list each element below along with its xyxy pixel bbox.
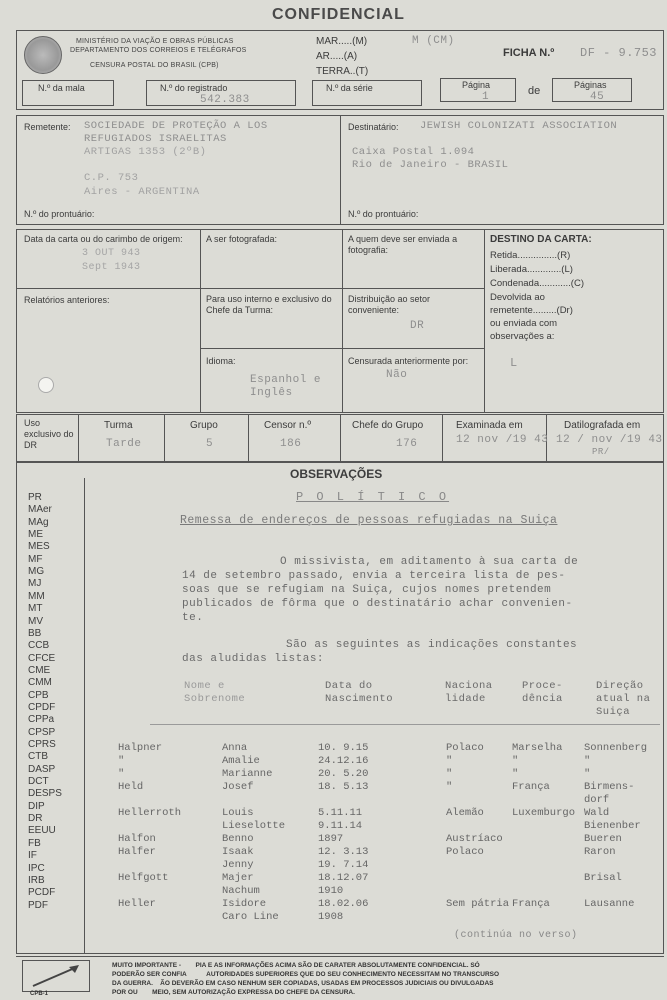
cell-nome: Louis — [222, 807, 254, 819]
cell-nacionalidade: Alemão — [446, 807, 484, 819]
distribution-code: CCB — [28, 640, 50, 652]
cell-sobrenome: Held — [118, 781, 144, 793]
ficha-value: DF - 9.753 — [580, 46, 658, 60]
cell-direcao: dorf — [584, 794, 610, 806]
th-nac-1: Naciona — [445, 680, 493, 692]
distribution-code: MF — [28, 553, 43, 565]
cell-sobrenome: Halfer — [118, 846, 156, 858]
distribution-code: IPC — [28, 862, 45, 874]
cell-nacionalidade: Sem pátria — [446, 898, 510, 910]
cell-direcao: " — [584, 755, 591, 767]
cell-nacionalidade: Polaco — [446, 742, 484, 754]
distribution-code: CPB — [28, 689, 49, 701]
cell-nacionalidade: Polaco — [446, 846, 484, 858]
cell-data: 19. 7.14 — [318, 859, 369, 871]
cell-procedencia: Marselha — [512, 742, 563, 754]
distribution-code: CPDF — [28, 701, 56, 713]
distribution-code: CFCE — [28, 652, 56, 664]
th-nome-1: Nome e — [184, 680, 225, 692]
paginas-value: 45 — [590, 91, 605, 103]
para1-line-3: soas que se refugiam na Suiça, cujos nomes pretendem — [182, 584, 552, 596]
censor-label: Censor n.º — [264, 420, 312, 431]
arrow-icon — [23, 961, 89, 991]
distribution-code: MG — [28, 566, 45, 578]
examinada-value: 12 nov /19 43 — [456, 434, 549, 446]
cell-sobrenome: Hellerroth — [118, 807, 182, 819]
cell-sobrenome: " — [118, 768, 125, 780]
distribution-code: CMM — [28, 677, 52, 689]
distribuicao-value: DR — [410, 320, 425, 332]
ministry-line3: CENSURA POSTAL DO BRASIL (CPB) — [90, 62, 219, 69]
cell-data: 5.11.11 — [318, 807, 363, 819]
distribution-code: PCDF — [28, 887, 56, 899]
distribution-code: DASP — [28, 763, 56, 775]
cell-direcao: Raron — [584, 846, 616, 858]
th-proc-1: Proce- — [522, 680, 563, 692]
cell-nome: Caro Line — [222, 911, 279, 923]
distribution-code: ME — [28, 529, 43, 541]
de-label: de — [528, 85, 541, 97]
ar-label: AR.....(A) — [316, 51, 358, 62]
remetente-line-4: C.P. 753 — [84, 172, 139, 184]
serie-label: N.º da série — [326, 83, 373, 93]
distribution-code: CME — [28, 664, 51, 676]
prontuario-left-label: N.º do prontuário: — [24, 209, 95, 219]
grupo-label: Grupo — [190, 420, 218, 431]
cell-direcao: Sonnenberg — [584, 742, 648, 754]
cell-data: 18. 5.13 — [318, 781, 369, 793]
cell-direcao: Brisal — [584, 872, 622, 884]
cell-direcao: Wald — [584, 807, 610, 819]
data-carta-value-1: 3 OUT 943 — [82, 248, 141, 259]
destinatario-label: Destinatário: — [348, 122, 399, 132]
cell-data: 12. 3.13 — [318, 846, 369, 858]
para2-line-2: das aludidas listas: — [182, 653, 325, 665]
datilografada-extra: PR/ — [592, 447, 610, 457]
remetente-label: Remetente: — [24, 122, 71, 132]
th-dir-2: atual na — [596, 693, 651, 705]
censurada-value: Não — [386, 369, 408, 381]
distribution-code: DCT — [28, 776, 49, 788]
destino-item-5: remetente.........(Dr) — [490, 305, 573, 316]
cell-direcao: Birmens- — [584, 781, 635, 793]
prontuario-right-label: N.º do prontuário: — [348, 209, 419, 219]
pagina-label: Página — [462, 80, 491, 90]
cell-procedencia: França — [512, 898, 550, 910]
destino-item-6: ou enviada com — [490, 318, 558, 329]
cell-data: 1910 — [318, 885, 344, 897]
cell-procedencia: Luxemburgo — [512, 807, 576, 819]
destino-title: DESTINO DA CARTA: — [490, 234, 592, 245]
cell-data: 20. 5.20 — [318, 768, 369, 780]
cell-nome: Marianne — [222, 768, 273, 780]
ministry-line1: MINISTÉRIO DA VIAÇÃO E OBRAS PÚBLICAS — [76, 38, 234, 45]
distribution-code: MV — [28, 615, 43, 627]
th-dir-3: Suiça — [596, 706, 631, 718]
cell-nacionalidade: " — [446, 755, 453, 767]
mala-label: N.º da mala — [38, 83, 85, 93]
terra-label: TERRA..(T) — [316, 66, 369, 77]
cell-direcao: Bienenber — [584, 820, 641, 832]
distribution-code: MJ — [28, 578, 42, 590]
censurada-label: Censurada anteriormente por: — [348, 356, 469, 366]
cell-nacionalidade: Austríaco — [446, 833, 503, 845]
cell-nome: Isidore — [222, 898, 267, 910]
registrado-label: N.º do registrado — [160, 83, 228, 93]
cell-nome: Amalie — [222, 755, 260, 767]
distribution-code: DESPS — [28, 788, 62, 800]
cell-nome: Benno — [222, 833, 254, 845]
destino-value: L — [510, 356, 518, 370]
destino-item-1: Retida...............(R) — [490, 250, 571, 261]
distribution-code: MAg — [28, 516, 49, 528]
uso-label: Para uso interno e exclusivo do Chefe da Turma: — [206, 294, 332, 315]
obs-heading: P O L Í T I C O — [296, 490, 450, 504]
cell-data: 24.12.16 — [318, 755, 369, 767]
cell-data: 1897 — [318, 833, 344, 845]
datilografada-value: 12 / nov /19 43 — [556, 434, 663, 446]
distribution-code: DR — [28, 813, 43, 825]
form-code: CPB-1 — [30, 991, 49, 997]
cell-data: 1908 — [318, 911, 344, 923]
confidencial-title: CONFIDENCIAL — [272, 6, 405, 23]
footer-line-1: MUITO IMPORTANTE - PIA E AS INFORMAÇÕES ACIMA SÃO DE CARATER ABSOLUTAMENTE CONFIDENCIAL. SÓ — [112, 962, 480, 969]
coat-of-arms-icon — [24, 36, 62, 74]
destinatario-line-1: JEWISH COLONIZATI ASSOCIATION — [420, 120, 618, 132]
turma-label: Turma — [104, 420, 133, 431]
cell-nome: Josef — [222, 781, 254, 793]
distribution-code: MES — [28, 541, 50, 553]
idioma-value-1: Espanhol e — [250, 374, 322, 386]
distribution-code: BB — [28, 627, 42, 639]
destinatario-line-3: Rio de Janeiro - BRASIL — [352, 159, 509, 171]
ministry-line2: DEPARTAMENTO DOS CORREIOS E TELÉGRAFOS — [70, 47, 247, 54]
distribution-code: IRB — [28, 874, 45, 886]
cell-direcao: Lausanne — [584, 898, 635, 910]
distribution-code: MAer — [28, 504, 52, 516]
distribution-code: CPRS — [28, 739, 56, 750]
cell-nome: Jenny — [222, 859, 254, 871]
datilografada-label: Datilografada em — [564, 420, 641, 431]
turma-value: Tarde — [106, 438, 142, 450]
cell-sobrenome: Halfon — [118, 833, 156, 845]
remetente-line-1: SOCIEDADE DE PROTEÇÃO A LOS — [84, 120, 268, 132]
cell-procedencia: " — [512, 755, 519, 767]
distribution-code: CPPa — [28, 714, 55, 726]
paginas-label: Páginas — [574, 80, 607, 90]
arrow-stamp — [22, 960, 90, 992]
mar-label: MAR.....(M) — [316, 36, 368, 47]
cell-nome: Lieselotte — [222, 820, 286, 832]
relatorios-label: Relatórios anteriores: — [24, 295, 110, 305]
distribution-code: MT — [28, 603, 43, 615]
para1-line-4: publicados de fôrma que o destinatário achar convenien- — [182, 598, 573, 610]
idioma-value-2: Inglês — [250, 387, 293, 399]
th-proc-2: dência — [522, 693, 563, 705]
data-carta-value-2: Sept 1943 — [82, 262, 141, 273]
observacoes-title: OBSERVAÇÕES — [290, 467, 383, 481]
censor-value: 186 — [280, 438, 302, 450]
fotografada-label: A ser fotografada: — [206, 234, 278, 244]
cell-direcao: Bueren — [584, 833, 622, 845]
remetente-line-5: Aires - ARGENTINA — [84, 186, 200, 198]
distribution-code: FB — [28, 837, 41, 849]
distribution-code: CTB — [28, 751, 48, 763]
destino-item-4: Devolvida ao — [490, 292, 545, 303]
distribution-code: EEUU — [28, 825, 56, 837]
ficha-label: FICHA N.º — [503, 47, 555, 59]
cell-sobrenome: " — [118, 755, 125, 767]
cell-nome: Isaak — [222, 846, 254, 858]
para2-line-1: São as seguintes as indicações constantes — [286, 639, 578, 651]
cell-procedencia: " — [512, 768, 519, 780]
th-nac-2: lidade — [445, 693, 486, 705]
cell-sobrenome: Helfgott — [118, 872, 169, 884]
para1-line-2: 14 de setembro passado, envia a terceira lista de pes- — [182, 570, 566, 582]
uso-dr-label: Uso exclusivo do DR — [24, 418, 74, 450]
footer-line-2: PODERÃO SER CONFIA AUTORIDADES SUPERIORES QUE DO SEU CONHECIMENTO NECESSITAM NO TRANSCURSO — [112, 971, 500, 978]
cell-data: 10. 9.15 — [318, 742, 369, 754]
th-data-1: Data do — [325, 680, 373, 692]
cell-procedencia: França — [512, 781, 550, 793]
distribution-code: PR — [28, 492, 42, 503]
th-dir-1: Direção — [596, 680, 644, 692]
cell-nome: Majer — [222, 872, 254, 884]
cell-nacionalidade: " — [446, 781, 453, 793]
th-data-2: Nascimento — [325, 693, 394, 705]
chefe-value: 176 — [396, 438, 418, 450]
pagina-value: 1 — [482, 91, 490, 103]
destino-item-2: Liberada.............(L) — [490, 264, 573, 275]
distribution-code: MM — [28, 590, 45, 602]
footer-line-3: DA GUERRA. ÃO DEVERÃO EM CASO NENHUM SER COPIADAS, USADAS EM PROCESSOS JUDICIAIS OU DIVULGADAS — [112, 980, 494, 987]
distribuicao-label: Distribuição ao setor conveniente: — [348, 294, 431, 315]
destinatario-line-2: Caixa Postal 1.094 — [352, 146, 475, 158]
remetente-line-2: REFUGIADOS ISRAELITAS — [84, 133, 227, 145]
distribution-code: PDF — [28, 899, 48, 911]
destino-item-3: Condenada............(C) — [490, 278, 584, 289]
punch-hole-icon — [38, 377, 54, 393]
distribution-code: CPSP — [28, 726, 56, 738]
cell-sobrenome: Halpner — [118, 742, 163, 754]
examinada-label: Examinada em — [456, 420, 523, 431]
cell-direcao: " — [584, 768, 591, 780]
grupo-value: 5 — [206, 438, 214, 450]
registrado-value: 542.383 — [200, 94, 250, 106]
cell-nome: Nachum — [222, 885, 260, 897]
remetente-line-3: ARTIGAS 1353 (2ºB) — [84, 146, 207, 158]
idioma-label: Idioma: — [206, 356, 236, 366]
chefe-label: Chefe do Grupo — [352, 420, 424, 431]
mar-value: M (CM) — [412, 35, 455, 47]
footer-line-4: POR OU MEIO, SEM AUTORIZAÇÃO EXPRESSA DO CHEFE DA CENSURA. — [112, 989, 355, 996]
cell-data: 9.11.14 — [318, 820, 363, 832]
cell-data: 18.02.06 — [318, 898, 369, 910]
cell-nacionalidade: " — [446, 768, 453, 780]
cell-data: 18.12.07 — [318, 872, 369, 884]
distribution-code: IF — [28, 850, 37, 862]
para1-line-1: O missivista, em aditamento à sua carta de — [280, 556, 579, 568]
destino-item-7: observações a: — [490, 331, 555, 342]
para1-line-5: te. — [182, 612, 204, 624]
distribution-code: DIP — [28, 800, 45, 812]
continua-note: (continúa no verso) — [454, 930, 578, 941]
quem-label: A quem deve ser enviada a fotografia: — [348, 234, 458, 255]
obs-subheading: Remessa de endereços de pessoas refugiadas na Suiça — [180, 514, 558, 527]
cell-sobrenome: Heller — [118, 898, 156, 910]
cell-nome: Anna — [222, 742, 248, 754]
data-carta-label: Data da carta ou do carimbo de origem: — [24, 234, 183, 244]
th-nome-2: Sobrenome — [184, 693, 246, 705]
